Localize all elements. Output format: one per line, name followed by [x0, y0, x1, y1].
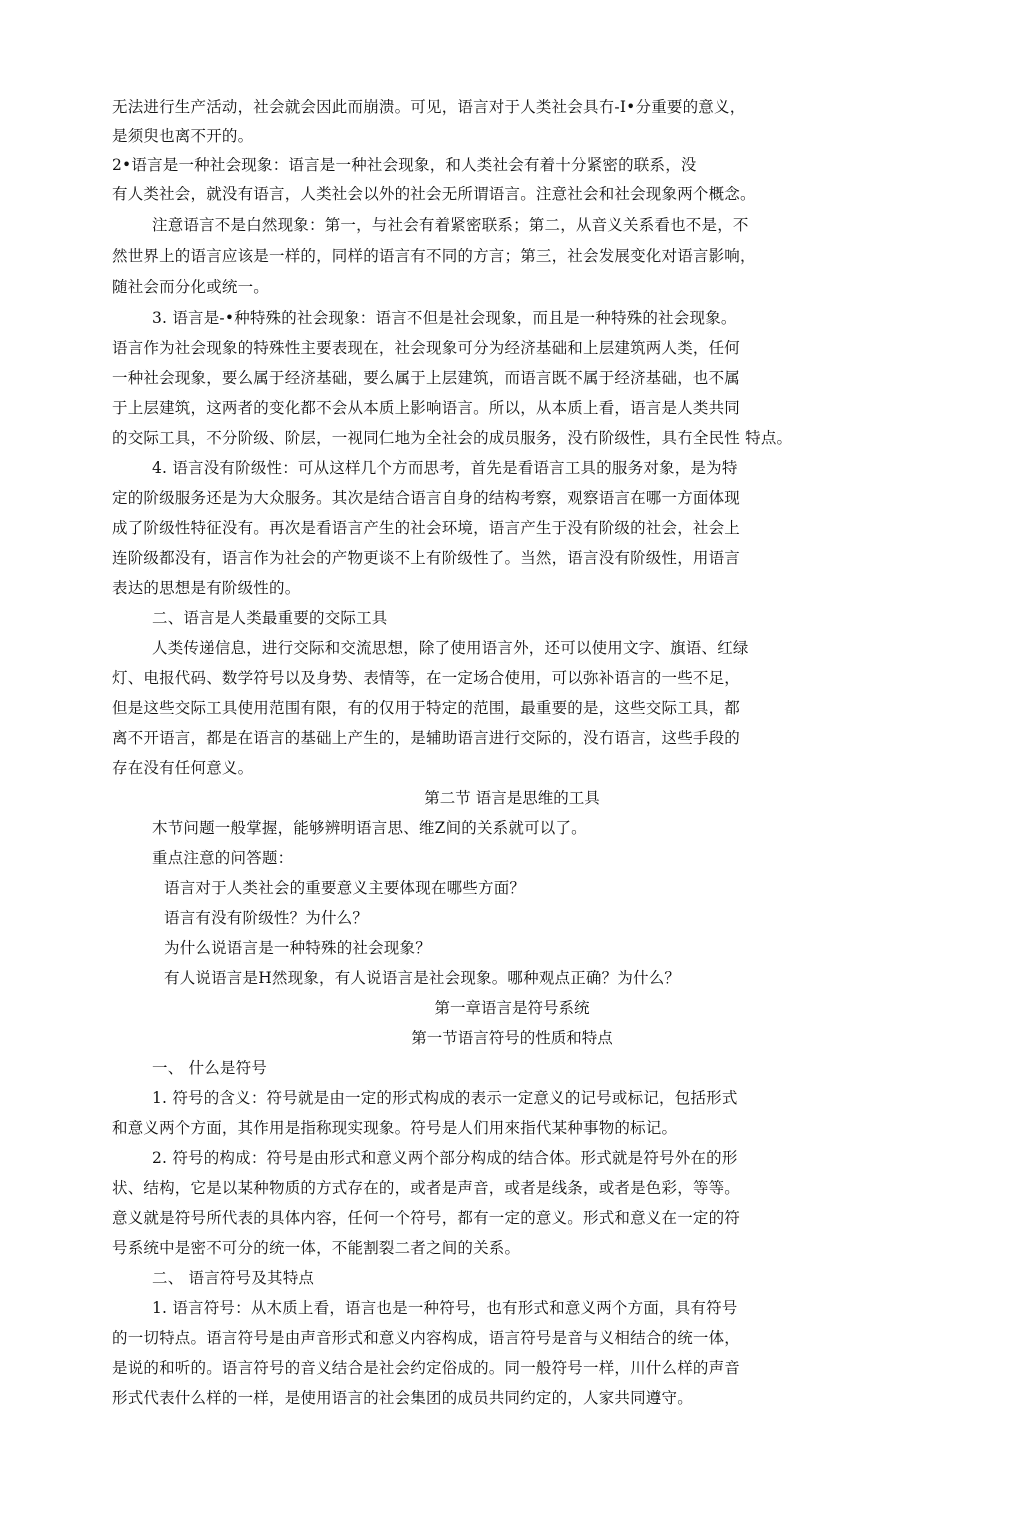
body-line: 于上层建筑，这两者的变化都不会从本质上影响语言。所以，从本质上看，语言是人类共同: [112, 399, 741, 417]
body-line: 1. 符号的含义：符号就是由一定的形式构成的表示一定意义的记号或标记，包括形式: [152, 1089, 738, 1107]
body-line: 1. 语言符号：从木质上看，语言也是一种符号，也有形式和意义两个方面，具有符号: [152, 1299, 738, 1317]
body-line: 随社会而分化或统一。: [112, 278, 270, 296]
question-item: 语言对于人类社会的重要意义主要体现在哪些方面？: [164, 879, 526, 897]
section-heading: 一、 什么是符号: [152, 1059, 268, 1077]
body-line: 人类传递信息，进行交际和交流思想，除了使用语言外，还可以使用文字、旗语、红绿: [152, 639, 749, 657]
section-heading: 二、 语言符号及其特点: [152, 1269, 315, 1287]
question-item: 有人说语言是H然现象，有人说语言是社会现象。哪种观点正确？为什么？: [164, 969, 681, 987]
question-item: 为什么说语言是一种特殊的社会现象？: [164, 939, 431, 957]
body-line: 2. 符号的构成：符号是由形式和意义两个部分构成的结合体。形式就是符号外在的形: [152, 1149, 738, 1167]
section-title: 第二节 语言是思维的工具: [424, 789, 600, 807]
body-line: 的交际工具，不分阶级、阶层，一视同仁地为全社会的成员服务，没冇阶级性，具冇全民性 特点。: [112, 429, 793, 447]
body-line: 木节问题一般掌握，能够辨明语言思、维Z间的关系就可以了。: [152, 819, 587, 837]
body-line: 重点注意的问答题：: [152, 849, 294, 867]
body-line: 和意义两个方面，其作用是指称现实现象。符号是人们用來指代某种事物的标记。: [112, 1119, 678, 1137]
body-line: 形式代表什么样的一样，是使用语言的社会集团的成员共同约定的，人家共同遵守。: [112, 1389, 693, 1407]
body-line: 一种社会现象，要么属于经济基础，要么属于上层建筑，而语言既不属于经济基础，也不属: [112, 369, 741, 387]
body-line: 号系统中是密不可分的统一体，不能割裂二者之间的关系。: [112, 1239, 521, 1257]
body-line: 3. 语言是-•种特殊的社会现象：语言不但是社会现象，而且是一种特殊的社会现象。: [152, 309, 737, 327]
section-heading: 二、语言是人类最重要的交际工具: [152, 609, 388, 627]
body-line: 成了阶级性特征没有。再次是看语言产生的社会环境，语言产生于没有阶级的社会，社会上: [112, 519, 741, 537]
body-line: 有人类社会，就没有语言，人类社会以外的社会无所谓语言。注意社会和社会现象两个概念。: [112, 185, 756, 203]
body-line: 定的阶级服务还是为大众服务。其次是结合语言自身的结构考察，观察语言在哪一方面体现: [112, 489, 741, 507]
question-item: 语言有没有阶级性？为什么？: [164, 909, 369, 927]
body-line: 无法进行生产活动，社会就会因此而崩溃。可见，语言对于人类社会具冇-Ⅰ•分重要的意义，: [112, 98, 746, 116]
body-line: 意义就是符号所代表的具体内容，任何一个符号，都有一定的意义。形式和意义在一定的符: [112, 1209, 741, 1227]
body-line: 是说的和听的。语言符号的音义结合是社会约定俗成的。同一般符号一样，川什么样的声音: [112, 1359, 741, 1377]
chapter-title: 第一章语言是符号系统: [434, 999, 590, 1017]
body-line: 状、结构，它是以某种物质的方式存在的，或者是声音，或者是线条，或者是色彩，等等。: [112, 1179, 741, 1197]
body-line: 的一切特点。语言符号是由声音形式和意义内容构成，语言符号是音与义相结合的统一体，: [112, 1329, 741, 1347]
body-line: 4. 语言没有阶级性：可从这样几个方而思考，首先是看语言工具的服务对象，是为特: [152, 459, 738, 477]
body-line: 灯、电报代码、数学符号以及身势、表情等，在一定场合使用，可以弥补语言的一些不足，: [112, 669, 741, 687]
body-line: 存在没有任何意义。: [112, 759, 254, 777]
section-title: 第一节语言符号的性质和特点: [411, 1029, 613, 1047]
body-line: 但是这些交际工具使用范围有限，有的仅用于特定的范围，最重要的是，这些交际工具，都: [112, 699, 741, 717]
body-line: 然世界上的语言应该是一样的，同样的语言有不同的方言；第三，社会发展变化对语言影响，: [112, 247, 756, 265]
body-line: 2•语言是一种社会现象：语言是一种社会现象，和人类社会有着十分紧密的联系，没: [112, 156, 697, 174]
body-line: 表达的思想是有阶级性的。: [112, 579, 301, 597]
body-line: 连阶级都没有，语言作为社会的产物更谈不上有阶级性了。当然，语言没有阶级性，用语言: [112, 549, 741, 567]
body-line: 语言作为社会现象的特殊性主要表现在，社会现象可分为经济基础和上层建筑两人类，任何: [112, 339, 741, 357]
body-line: 离不开语言，都是在语言的基础上产生的，是辅助语言进行交际的，没冇语言，这些手段的: [112, 729, 741, 747]
body-line: 注意语言不是白然现象：第一，与社会有着紧密联系；第二，从音义关系看也不是，不: [152, 216, 749, 234]
body-line: 是须臾也离不开的。: [112, 127, 254, 145]
